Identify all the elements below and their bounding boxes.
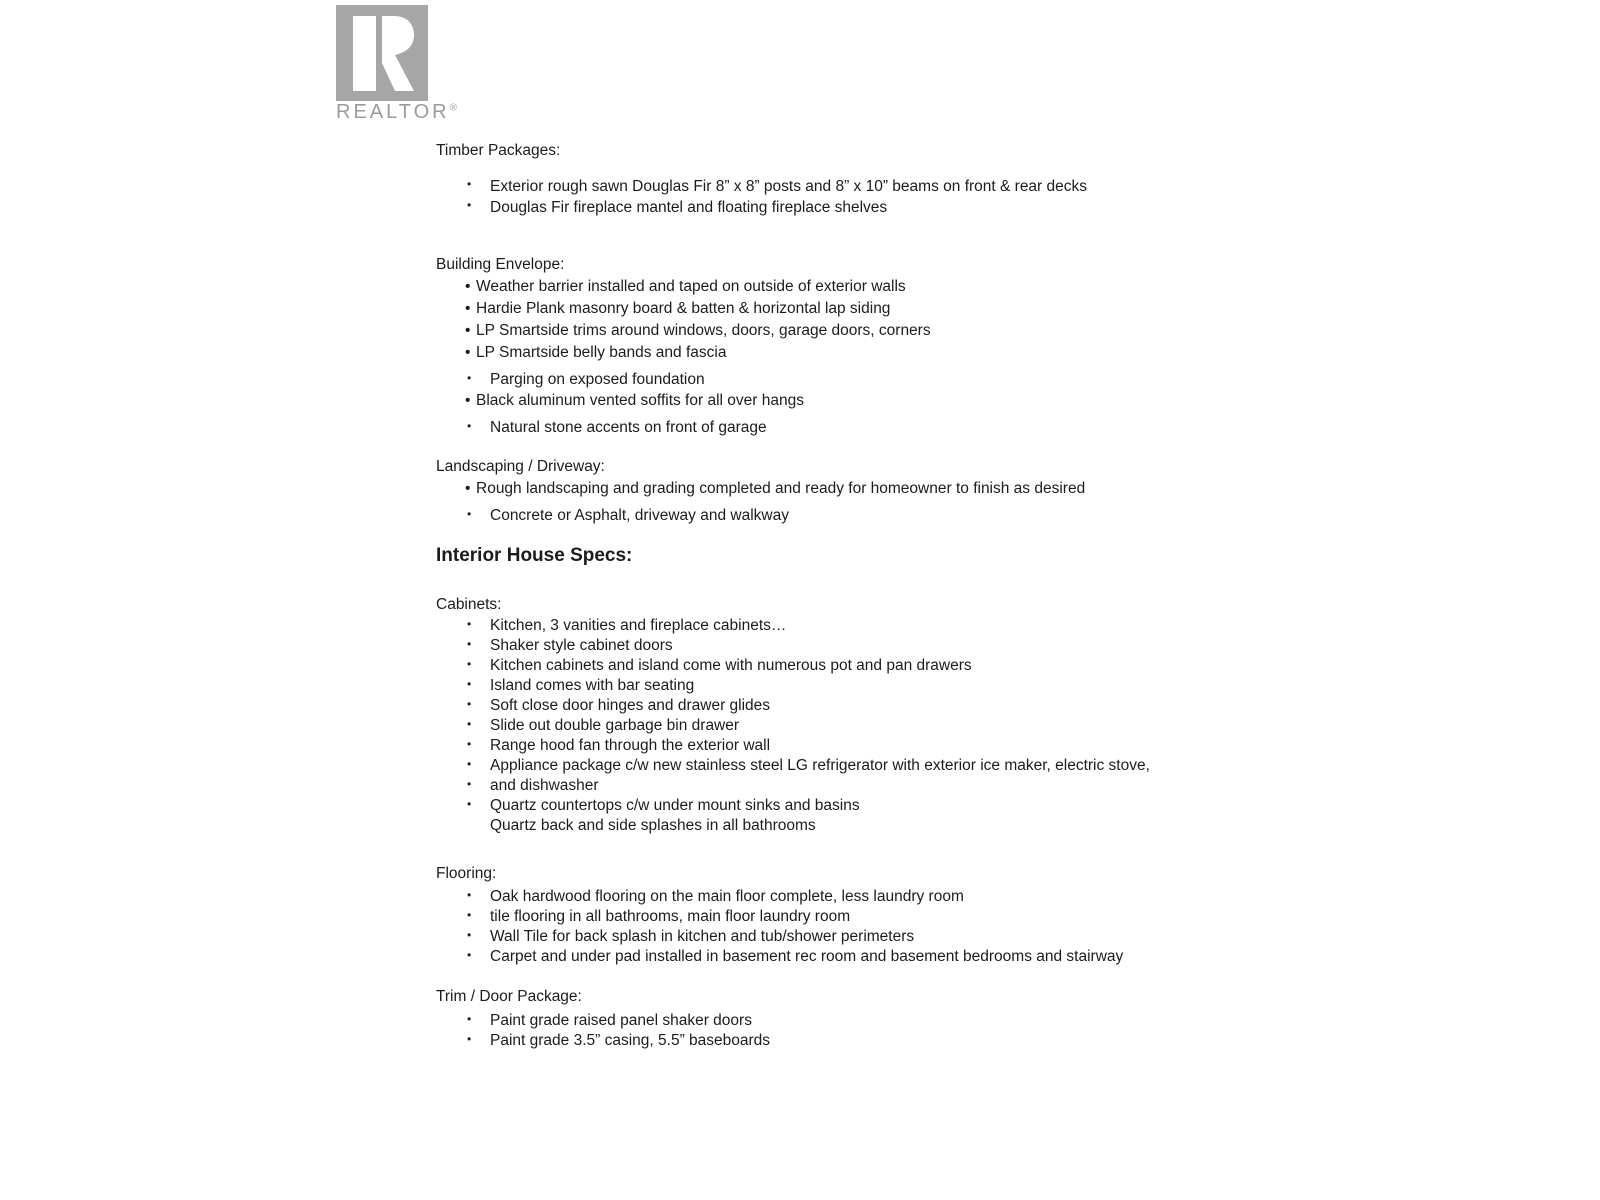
section-cabinets <box>436 595 1586 836</box>
list-item-text: Natural stone accents on front of garage <box>490 419 767 436</box>
section-heading: Cabinets: <box>436 596 502 613</box>
list-item <box>436 796 1586 816</box>
section-heading: Landscaping / Driveway: <box>436 458 605 475</box>
timber-list <box>436 176 1586 218</box>
list-item-text: Black aluminum vented soffits for all over hangs <box>476 392 804 409</box>
list-item-text: Weather barrier installed and taped on outside of exterior walls <box>476 278 906 295</box>
list-item-text: Slide out double garbage bin drawer <box>490 717 740 734</box>
list-item-text: Concrete or Asphalt, driveway and walkway <box>490 507 789 524</box>
list-item <box>436 656 1586 676</box>
list-item <box>436 276 1586 298</box>
list-item-text: Paint grade raised panel shaker doors <box>490 1012 752 1029</box>
list-item-text: Appliance package c/w new stainless steel LG refrigerator with exterior ice maker, electric stove, <box>490 757 1150 774</box>
section-timber-packages <box>436 141 1586 218</box>
list-item <box>436 1031 1586 1051</box>
list-item-text: Quartz countertops c/w under mount sinks and basins <box>490 797 860 814</box>
section-heading: Building Envelope: <box>436 256 565 273</box>
list-item-text: LP Smartside trims around windows, doors, garage doors, corners <box>476 322 931 339</box>
building-envelope-list <box>436 276 1586 438</box>
section-flooring <box>436 864 1586 967</box>
list-item-text: Carpet and under pad installed in basement rec room and basement bedrooms and stairway <box>490 948 1124 965</box>
list-item-text: Soft close door hinges and drawer glides <box>490 697 771 714</box>
list-item <box>436 636 1586 656</box>
list-item <box>436 676 1586 696</box>
list-item <box>436 696 1586 716</box>
list-item-text: Shaker style cabinet doors <box>490 637 673 654</box>
list-item-text: Paint grade 3.5” casing, 5.5” baseboards <box>490 1032 771 1049</box>
interior-house-specs-heading-block <box>436 545 1586 567</box>
list-item-text: Parging on exposed foundation <box>490 371 705 388</box>
flooring-list <box>436 887 1586 967</box>
trim-door-list <box>436 1011 1586 1051</box>
list-item <box>436 716 1586 736</box>
list-item <box>436 478 1586 500</box>
realtor-wordmark <box>336 101 457 124</box>
list-item-text: Quartz back and side splashes in all bathrooms <box>490 817 816 834</box>
list-item <box>436 907 1586 927</box>
realtor-r-icon <box>336 5 428 101</box>
list-item <box>436 736 1586 756</box>
list-item <box>436 887 1586 907</box>
list-item <box>436 616 1586 636</box>
list-item <box>436 776 1586 796</box>
list-item <box>436 1011 1586 1031</box>
list-item-text: Range hood fan through the exterior wall <box>490 737 771 754</box>
list-item-text: Kitchen, 3 vanities and fireplace cabinets… <box>490 617 787 634</box>
realtor-wordmark-text: REALTOR <box>336 101 450 123</box>
list-item <box>436 176 1586 197</box>
list-item-text: Hardie Plank masonry board & batten & horizontal lap siding <box>476 300 891 317</box>
list-item-text: and dishwasher <box>490 777 599 794</box>
list-item <box>436 506 1586 526</box>
list-item-text: Wall Tile for back splash in kitchen and tub/shower perimeters <box>490 928 915 945</box>
section-heading: Trim / Door Package: <box>436 988 582 1005</box>
list-item <box>436 756 1586 776</box>
list-item-text: Kitchen cabinets and island come with numerous pot and pan drawers <box>490 657 972 674</box>
list-item-text: Island comes with bar seating <box>490 677 695 694</box>
list-item <box>436 947 1586 967</box>
list-item <box>436 927 1586 947</box>
list-item <box>436 390 1586 412</box>
section-landscaping-driveway <box>436 457 1586 526</box>
interior-house-specs-heading: Interior House Specs: <box>436 545 633 566</box>
landscaping-list <box>436 478 1586 526</box>
section-trim-door-package <box>436 987 1586 1051</box>
list-item-text: Douglas Fir fireplace mantel and floating fireplace shelves <box>490 199 888 216</box>
list-item-text: LP Smartside belly bands and fascia <box>476 344 727 361</box>
list-item-text: tile flooring in all bathrooms, main floor laundry room <box>490 908 851 925</box>
list-item-text: Oak hardwood flooring on the main floor complete, less laundry room <box>490 888 964 905</box>
cabinets-list <box>436 616 1586 836</box>
section-heading: Flooring: <box>436 865 497 882</box>
list-item <box>436 298 1586 320</box>
realtor-logo <box>336 5 457 124</box>
list-item <box>436 816 1586 836</box>
section-building-envelope <box>436 255 1586 438</box>
registered-trademark-symbol: ® <box>449 102 457 114</box>
list-item-text: Exterior rough sawn Douglas Fir 8” x 8” posts and 8” x 10” beams on front & rear decks <box>490 178 1088 195</box>
list-item <box>436 418 1586 438</box>
list-item <box>436 197 1586 218</box>
section-heading: Timber Packages: <box>436 142 561 159</box>
list-item <box>436 320 1586 342</box>
list-item <box>436 342 1586 364</box>
list-item-text: Rough landscaping and grading completed and ready for homeowner to finish as desired <box>476 480 1086 497</box>
list-item <box>436 370 1586 390</box>
